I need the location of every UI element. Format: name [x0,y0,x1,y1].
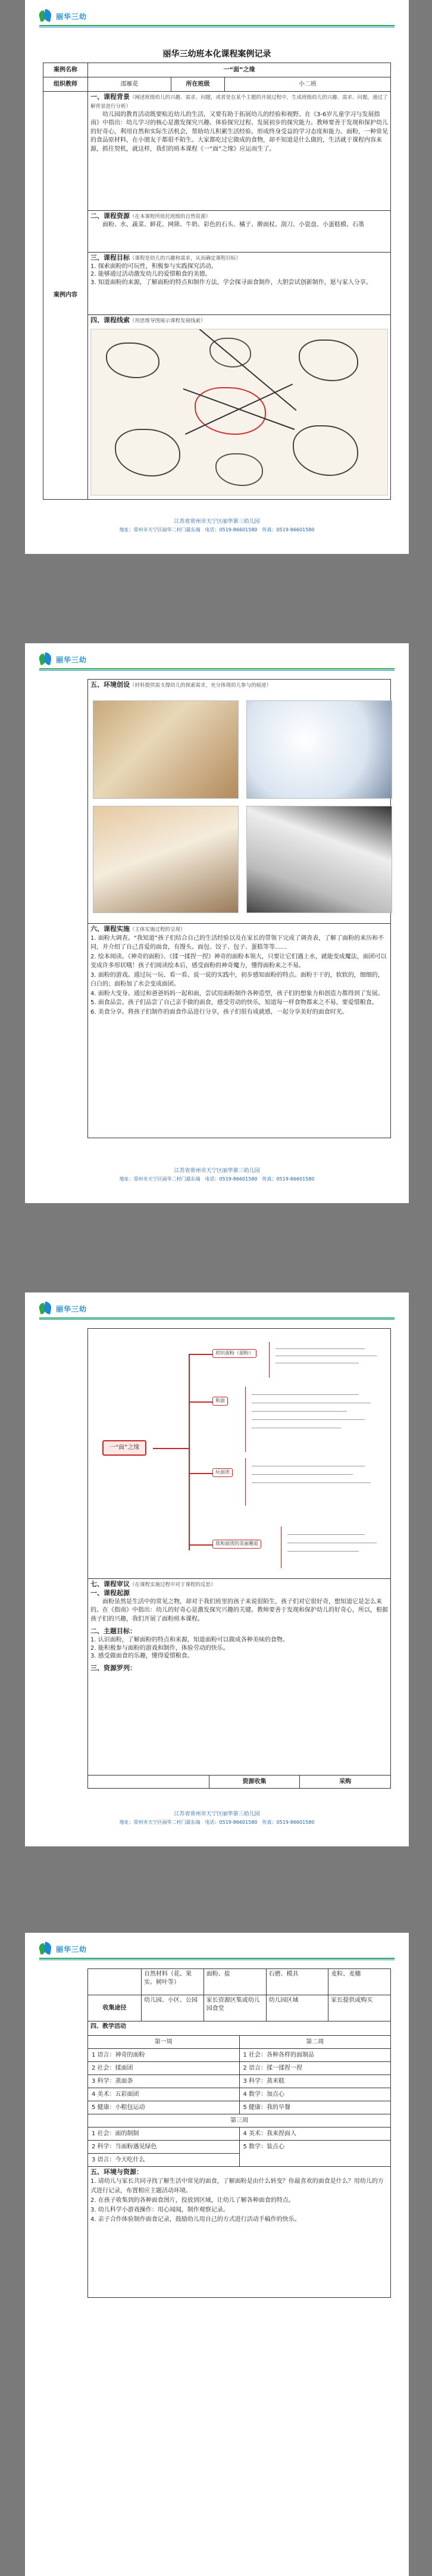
week-3-list-a [88,2128,239,2166]
page-3 [25,1292,409,1846]
leaf-logo-icon [39,10,52,23]
schedule-item: 1 语言：神奇的面粉 [88,2049,239,2062]
teacher-label: 组织教师 [43,77,88,92]
page-footer [25,1811,409,1826]
mindmap-leaves-3 [245,1458,382,1506]
bg-text: 幼儿园的教育活动既要贴近幼儿的生活，又要有助于拓展幼儿的经验和视野。在《3-6岁儿童学习与发展指南》中指出：幼儿学习的核心是激发探究兴趣、体验探究过程、发展初步的探究能力。教师要善于发现和保护幼儿的好奇心，利用自然和实际生活机会，帮助幼儿积累生活经验。形成终身受益的学习态度和能力。面粉，一种常见的食品原材料，在小朋友于都很不陌生。大家都吃过它做成的食物，却不知道是什么做的，生活就于课程内容来源，抓住契机，就这样，我们的班本课程《一“面”之缘》应运而生了。 [90,111,388,152]
env-resource-3: 3. 幼儿科学小游戏操作：用心闻闻，制作观察记录。 [90,2206,229,2213]
bg-note: （阐述班级幼儿的兴趣、需求、问题，或者是在某个主题的开展过程中，生成班级幼儿的兴趣、需求、问题，通过了解背景进行分析） [90,95,388,110]
photo-flour-records [246,806,392,913]
goal-3: 3. 知道面粉的来源，了解面粉的特点和制作方法，学会探寻面食制作，大胆尝试创新制作，愿与家人分享。 [90,279,372,286]
origin-text: 面粉虽然是生活中的常见之物，却对于我们班里的孩子来说很陌生，孩子们对它很好奇，想知道它是怎么来的。在《指南》中指出：幼儿的好奇心是激发探究兴趣的关键。教师要善于发现和保护幼儿的好奇心，所以，根据孩子们的兴趣，我们开展了面粉班本课程。 [90,1598,388,1622]
brand-logo [39,653,87,666]
page-footer [25,518,409,534]
env-heading: 五、环境创设 [90,681,130,689]
goal-2: 2. 能够通过活动激发幼儿的爱惜粮食的美德。 [90,271,211,278]
impl-2: 2. 绘本阅读。《神奇的面粉》、《揉一揉捏一捏》神奇的面粉本领大，只要让它们遇上水，就能变成魔法，面团可以变成许多形状哦！孩子们阅读绘本后，感受面粉的神奇魔力，懂得面粉来之不易。 [90,953,387,970]
footer-school: 江苏省常州市天宁区丽华第三幼儿园 [174,519,260,525]
page-1 [25,0,409,554]
schedule-item: 4 数学：加点心 [240,2088,391,2101]
footer-school: 江苏省常州市天宁区丽华第三幼儿园 [174,1168,260,1174]
resource-wheat: 麦粒、麦穗 [328,1969,391,1995]
impl-5: 5. 面食品尝。孩子们品尝了自己亲手做的面食，感受劳动的快乐，知道每一样食物都来之不易，要爱惜粮食。 [90,999,378,1007]
map-note: （用思维导图展示课程发展线索） [130,318,206,324]
brand-logo [39,1302,87,1315]
photo-flour-crafts [93,700,239,799]
mindmap-branch-1: 初识面粉（面粉） [212,1349,256,1358]
theme-goal-text: 1. 认识面粉，了解面粉的特点和来源，知道面粉可以做成各种美味的食物。 2. 能积极参与面粉的游戏和制作，体验劳动的快乐。 3. 感受做面食的乐趣，懂得爱惜粮食。 [90,1637,289,1660]
collect-route-3: 幼儿园区域 [266,1995,328,2021]
resource-col-purchase: 采购 [300,1776,391,1789]
leaf-logo-icon [39,1942,52,1955]
header-rule [39,1317,395,1319]
impl-1: 1. 面粉大调查。“我知道”孩子们结合自己的生活经验以及在家长的带领下完成了调查表，了解了面粉的来历和不同，并介绍了自己喜爱的面食，有馒头、面包、饺子、包子、蛋糕等等…… [90,935,384,951]
schedule-item: 2 科学：当面粉遇见绿色 [88,2141,239,2154]
resource-flour: 面粉、盐 [204,1969,266,1995]
footer-school: 江苏省常州市天宁区丽华第三幼儿园 [174,1811,260,1817]
class-label: 所在班级 [171,77,225,92]
impl-6: 6. 美食分享。将孩子们制作的面食作品进行分享，孩子们很有成就感，一起分享美好的面食时光。 [90,1008,348,1016]
photo-flour-bowl [246,700,392,799]
week-1-list [88,2049,239,2114]
env-resource-1: 1. 请幼儿与家长共同寻找了解生活中常见的面食，了解面粉是由什么转变？你最喜欢的面食是什么？用幼儿的方式进行记录，布置相应主题活动环境。 [90,2178,384,2194]
schedule-item: 5 健康：小粗包运动 [92,2104,145,2111]
schedule-item: 3 科学：蒸面条 [88,2075,239,2088]
env-resource-heading: 五、环境与资源： [90,2168,143,2176]
schedule-item: 3 语言：今天吃什么 [92,2157,145,2163]
brand-name: 丽华三幼 [56,1304,87,1313]
theme-goal-heading: 二、主题目标： [90,1627,136,1636]
case-name: 一“面”之缘 [88,63,391,77]
collect-route-label: 收集途径 [88,1995,142,2021]
goal-1: 1. 探索面粉的可玩性，积极参与实践探究活动。 [90,263,217,270]
mindmap-leaves-2 [245,1387,382,1452]
resource-text: 面粉、水、蔬菜、鲜花、网筛、牛奶、彩色的石头、橘子、擀面杖、刮刀、小瓷盘、小蛋糕模、石墨 [102,221,364,228]
collect-route-2: 家长资源区集或幼儿园食堂 [204,1995,266,2021]
env-note: （材料提供需支撑幼儿的探索需求，充分体现幼儿参与的痕迹） [130,683,272,689]
week-3-list-b [240,2128,391,2153]
brand-name: 丽华三幼 [56,12,87,21]
schedule-item: 4 美术：我来捏面人 [240,2128,391,2141]
case-name-label: 案例名称 [43,63,88,77]
schedule-item: 2 社会：揉面团 [88,2062,239,2075]
brand-logo [39,1942,87,1955]
schedule-item: 5 健康：我的早餐 [243,2104,291,2111]
schedule-heading: 四、教学活动 [88,2021,391,2036]
resource-mill: 石磨、模具 [266,1969,328,1995]
class-name: 小二班 [225,77,391,92]
week-3-header: 第三周 [88,2114,391,2128]
mindmap-leaves-4 [281,1527,382,1568]
resource-heading: 二、课程资源 [90,212,130,220]
bg-heading: 一、课程背景 [90,93,130,101]
goal-note: （课程是幼儿的兴趣和需求，从而确定课程目标） [130,256,242,261]
impl-heading: 六、课程实施 [90,925,130,933]
goal-heading: 三、课程目标 [90,254,130,261]
hand-drawn-mindmap-image [90,329,388,496]
schedule-item: 3 科学：蒸米糕 [240,2075,391,2088]
leaf-logo-icon [39,653,52,666]
footer-address: 地址：常州市天宁区丽华二村门最东端 电话：0519-86601580 传真：0519-86601580 [119,1819,315,1825]
page-footer [25,1167,409,1183]
mindmap-cell [88,1329,391,1579]
schedule-table [87,2021,391,2298]
collect-route-4: 家长提供或购买 [328,1995,391,2021]
leaf-logo-icon [39,1302,52,1315]
review-note: （在课程实施过程中对于课程的反思） [130,1582,216,1588]
impl-note: （主体实施过程的呈现） [130,927,186,933]
mindmap-branch-4: 我和面团的美丽邂逅 [212,1540,261,1549]
resource-note: （在本课程所依托班级的自然资源） [130,214,211,220]
doc-title: 丽华三幼班本化课程案例记录 [162,49,271,59]
week-2-list [240,2049,391,2114]
map-heading: 四、课程线索 [90,316,130,324]
collect-route-1: 幼儿园、小区、公园 [142,1995,204,2021]
brand-name: 丽华三幼 [56,1945,87,1954]
origin-heading: 一、课程起源 [90,1588,130,1597]
brand-name: 丽华三幼 [56,655,87,664]
week-2-header: 第二周 [239,2036,391,2049]
mindmap-branch-2: 和面 [212,1397,228,1406]
resource-header-table [87,1775,391,1789]
header-rule [39,25,395,26]
footer-address: 地址：常州市天宁区丽华二村门最东端 电话：0519-86601580 传真：0519-86601580 [119,527,315,532]
record-label: 案例内容 [43,92,88,500]
week-1-header: 第一周 [88,2036,240,2049]
env-resource-4: 4. 亲子合作体验制作面食记录，鼓励幼儿用自己的方式进行活动手稿作的快乐。 [90,2216,300,2223]
mindmap [90,1330,388,1574]
review-heading: 七、课程审议 [90,1580,130,1588]
photo-child-playing [93,806,239,913]
teacher-name: 邵雁花 [88,77,171,92]
page-2 [25,643,409,1203]
review-table [87,1328,391,1776]
schedule-item: 1 社会：各种各样的面制品 [240,2049,391,2062]
schedule-item: 4 美术：五彩面团 [88,2088,239,2101]
env-resource-2: 2. 在孩子收集到的各种面食图片，投放到区域，让幼儿了解各种面食的特点。 [90,2197,295,2204]
page-4 [25,1933,409,2576]
impl-4: 4. 面粉大变身。通过和爸爸妈妈一起和面，尝试用面粉制作各种造型，孩子们的想象力和创造力都得到了发展。 [90,990,384,997]
schedule-item: 5 数学：装点心 [243,2144,285,2150]
schedule-item: 2 语言：揉一揉捏一捏 [240,2062,391,2075]
schedule-item: 1 社会：面的制制 [88,2128,239,2141]
resource-natural: 自然材料（花、果实、树叶等） [142,1969,204,1995]
header-rule [39,668,395,669]
mindmap-center: 一“面”之缘 [102,1440,146,1456]
resource-col-collect: 资源收集 [209,1776,300,1789]
resource-list-heading: 三、资源罗列： [90,1664,136,1672]
case-table [43,63,391,500]
mindmap-branch-3: 玩面团 [212,1468,233,1477]
mindmap-leaves-1 [269,1342,382,1378]
impl-3: 3. 面粉的游戏。通过玩一玩、看一看、说一说的实践中，初步感知面粉的特点。面粉干干的，软软的，细细的，白白的；面粉加了水会变成面团。 [90,971,384,988]
resource-table [87,1968,391,2021]
footer-address: 地址：常州市天宁区丽华二村门最东端 电话：0519-86601580 传真：0519-86601580 [119,1176,315,1182]
brand-logo [39,10,87,23]
env-table [87,679,391,1138]
header-rule [39,1958,395,1959]
